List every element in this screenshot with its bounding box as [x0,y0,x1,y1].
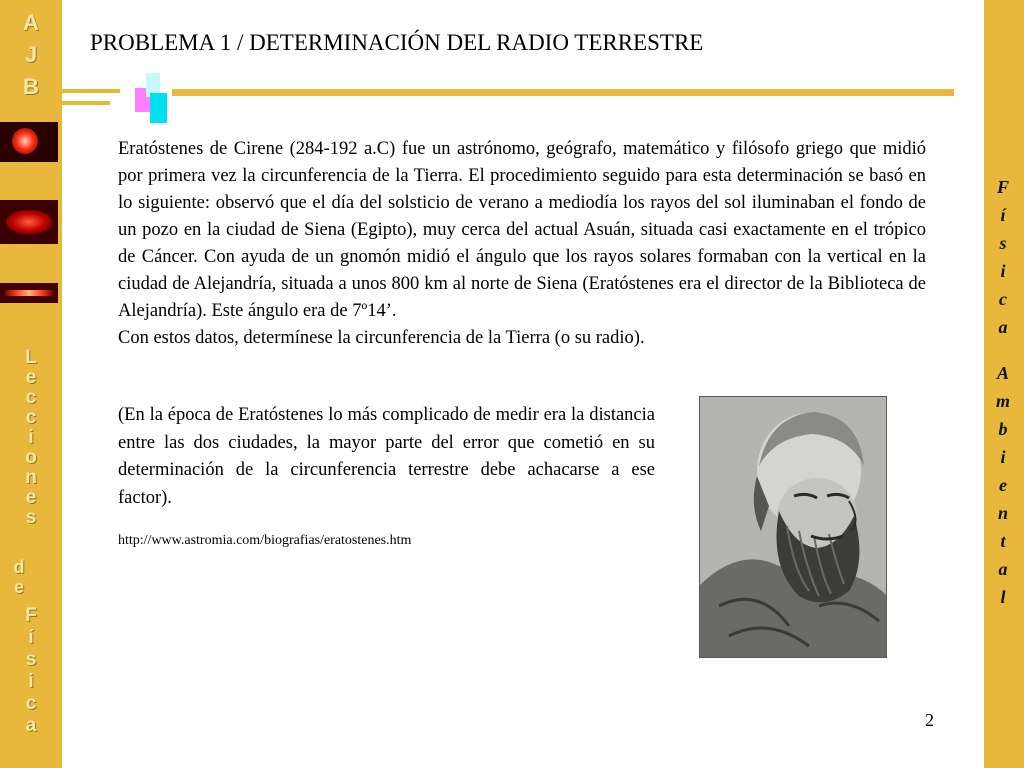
thumbnail-lamp-image [0,122,58,162]
logo-letter: J [24,42,38,67]
sidebar-letter: n [25,467,37,488]
sidebar-letter: e [25,487,37,508]
sidebar-letter: n [997,503,1008,523]
thumbnail-laser-image [0,200,58,244]
sidebar-letter: e [13,577,24,597]
page-number: 2 [925,710,934,730]
sidebar-letter: b [998,419,1008,439]
sidebar-letter: o [25,447,37,468]
eratosthenes-portrait [699,396,887,658]
body-text [118,136,926,352]
sidebar-letter: s [25,507,37,528]
sidebar-letter: í [28,627,34,648]
title-rule-left [62,89,120,93]
title-rule-left-lower [62,101,110,105]
sidebar-letter: d [13,557,25,577]
paragraph-description: Eratóstenes de Cirene (284-192 a.C) fue un astrónomo, geógrafo, matemático y filósofo griego que midió por primera vez la circunferencia de la Tierra. El procedimiento seguido para esta determinación se basó en lo siguiente: observó que el día del solsticio de verano a mediodía los rayos del sol iluminaban el fondo de un pozo en la ciudad de Siena (Egipto), muy cerca del actual Asuán, situada casi exactamente en el trópico de Cáncer. Con ayuda de un gnomón midió el ángulo que los rayos solares formaban con la vertical en la ciudad de Alejandría, situada a unos 800 km al norte de Siena (Eratóstenes era el director de la Biblioteca de Alejandría). Este ángulo era de 7º14’. [118,139,926,321]
sidebar-letter: a [25,715,37,736]
sidebar-letter: c [999,289,1007,309]
sidebar-letter: c [25,387,37,408]
sidebar-letter: i [28,671,34,692]
sidebar-letter: F [25,605,37,626]
note-paragraph: (En la época de Eratóstenes lo más complicado de medir era la distancia entre las dos ciudades, la mayor parte del error que cometió en su determinación de la circunferencia terrestre debe achacarse a ese factor). [118,405,655,508]
sidebar-letter: i [1000,261,1006,281]
sidebar-letter: c [25,693,37,714]
logo-letter: B [23,74,39,99]
title-rule [172,89,954,96]
sidebar-letter: F [996,177,1009,197]
sidebar-letter: c [25,407,37,428]
sidebar-letter: m [995,391,1010,411]
sidebar-letter: s [25,649,37,670]
paragraph-question: Con estos datos, determínese la circunferencia de la Tierra (o su radio). [118,328,645,348]
sidebar-letter: a [998,559,1008,579]
sidebar-letter: a [998,317,1008,337]
decorative-cyan-block [150,93,167,123]
sidebar-letter: t [1000,531,1006,551]
sidebar-letter: A [996,363,1009,383]
sidebar-letter: í [1000,205,1006,225]
sidebar-letter: e [25,367,37,388]
sidebar-letter: e [999,475,1007,495]
logo-letter: A [23,10,39,35]
source-link[interactable]: http://www.astromia.com/biografias/eratostenes.htm [118,533,412,548]
sidebar-letter: i [28,427,34,448]
page-title: PROBLEMA 1 / DETERMINACIÓN DEL RADIO TERRESTRE [90,30,704,55]
sidebar-letter: l [1000,587,1006,607]
sidebar-letter: s [999,233,1007,253]
right-sidebar [984,0,1024,768]
sidebar-letter: i [1000,447,1006,467]
sidebar-letter: L [25,347,37,368]
thumbnail-spectrum-image [0,283,58,303]
